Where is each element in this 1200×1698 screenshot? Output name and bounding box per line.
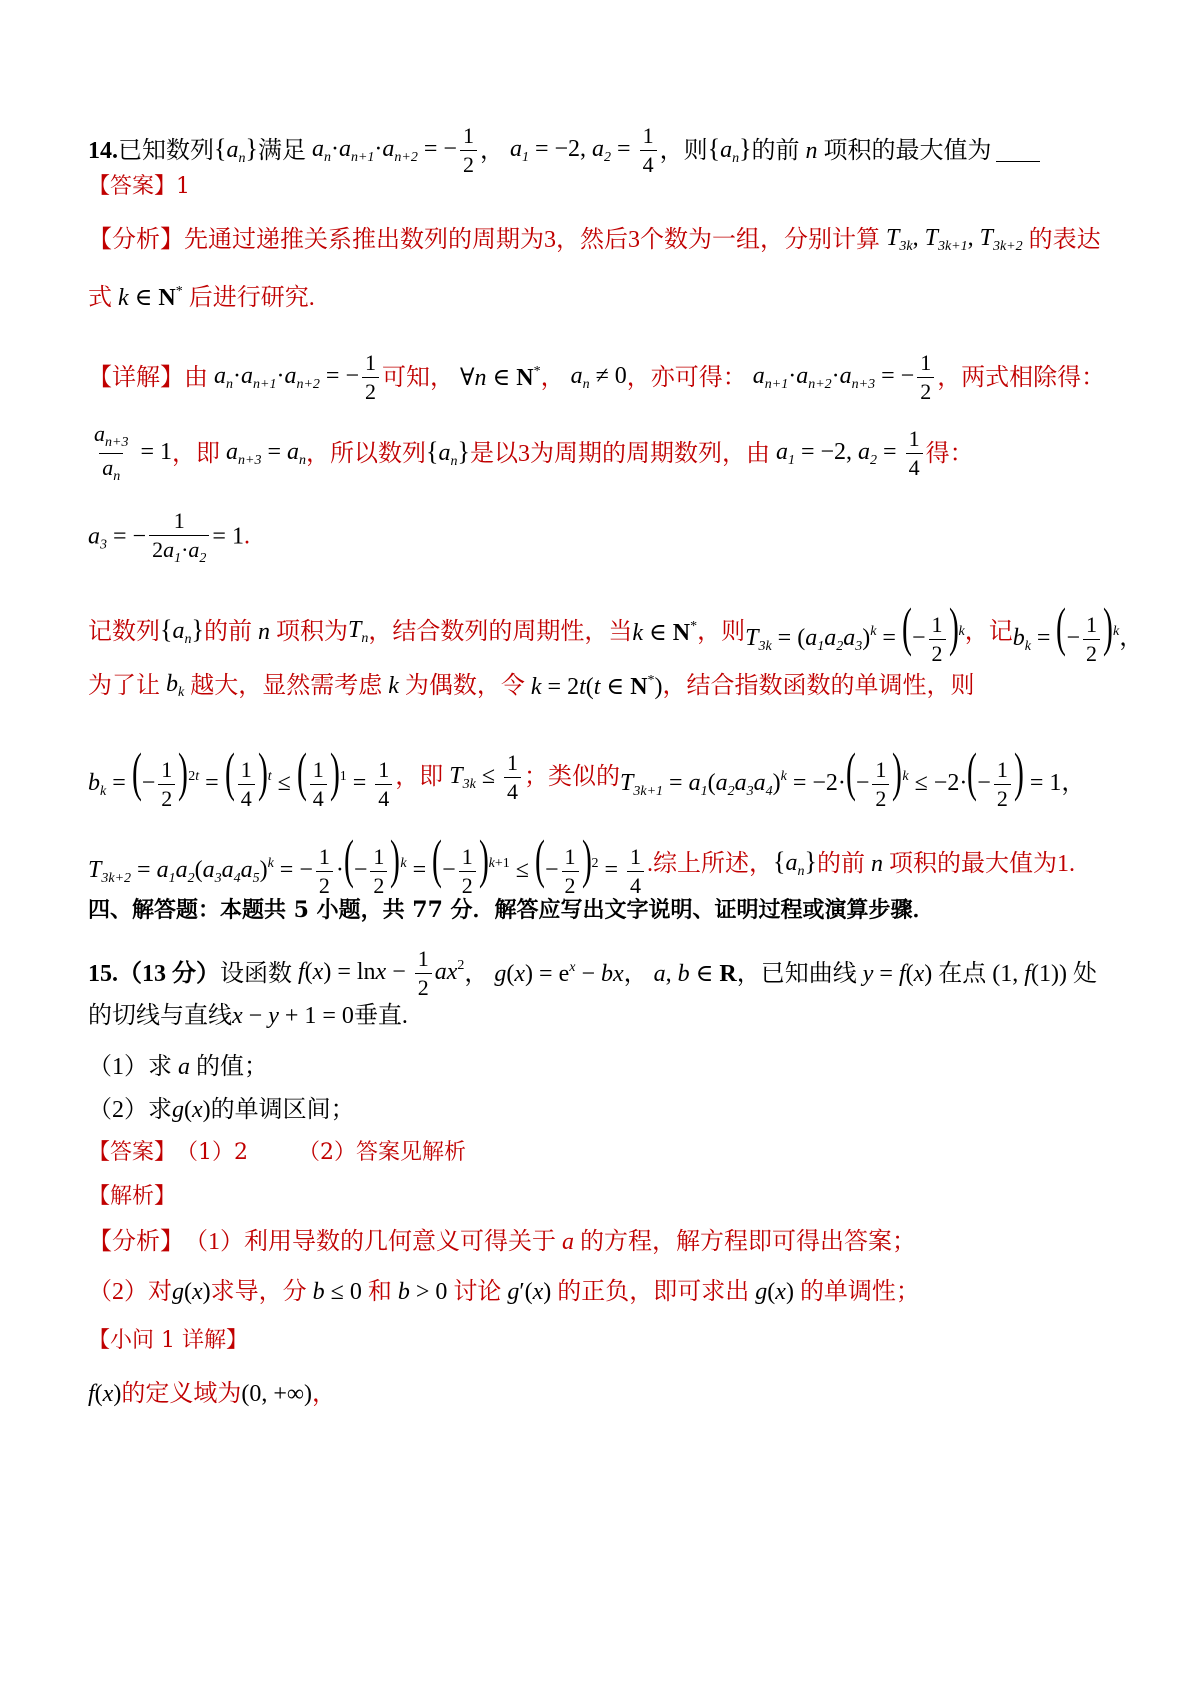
g-prime: g′(x) [507,1279,558,1305]
gx-3: g(x) [755,1279,800,1305]
q15-statement-line1 [88,948,1160,999]
bk-def: $b_k$ = (− $\frac{1}{2}$ )$^k$， [1012,597,1144,666]
step-text: 为偶数，令 [404,673,525,699]
q15-text: 垂直. [353,1003,408,1029]
q15-text: 处 [1072,960,1097,987]
b-le-0: b ≤ 0 [312,1279,368,1305]
for-all-n: ∀n ∈ N* [453,364,541,391]
q14-step-line1 [88,597,1160,666]
q14-answer [88,176,1160,198]
q14-detail-line2 [88,423,1160,484]
var-a: a [178,1054,190,1080]
section-title: 四、解答题：本题共 5 小题，共 77 分．解答应写出文字说明、证明过程或演算步骤． [88,897,935,923]
q15-domain [88,1382,1160,1406]
step-text: 为了让 [88,673,160,699]
a3-eq: $a_3$ = − $\frac{1}{2a_1\cdot a_2}$ = 1. [88,508,250,566]
bk: $b_k$ [166,671,185,700]
answer-part2: （2）答案见解析 [298,1140,467,1165]
analysis-text: 的正负，即可求出 [557,1279,750,1305]
analysis-text4: 后进行研究. [188,284,315,311]
point: (1, f(1)) [986,960,1073,987]
q14-a3-line [88,510,1160,566]
step-text: 项积为 [275,619,348,646]
step-text: ，结合指数函数的单调性，则 [662,673,975,699]
answer-part1: （1）2 [176,1140,249,1165]
answer-label: 【答案】 [88,1140,177,1165]
answer-label: 【答案】 [88,174,177,199]
analysis-text: 的方程，解方程即可得出答案； [580,1229,916,1255]
q14-detail-line1 [88,352,1160,403]
detail-text: 可知， [381,364,454,391]
ratio-eq: $\frac{a_{n+3}}{a_n}$ = 1 [94,421,172,484]
step-text: 的前 [203,619,252,646]
step-text: ，记 [964,619,1013,646]
T3k1-bound: $T_{3k+1} = a_1(a_2a_3a_4)^k = -2\cdot(-$ $\frac{1}{2}$ )$^k$ ≤ −2·(− $\frac{1}{2}$ ) = 1， [620,742,1086,811]
detail-text: ，所以数列 [306,440,426,467]
answer-value: 1 [176,174,191,199]
f-def: f(x) = lnx − $\frac{1}{2}$ $ax^2$ [298,946,465,1000]
an-nonzero: $a_n \ne 0$ [570,362,627,392]
analysis-text2: 的表达 [1028,227,1101,253]
T3k-eq: $T_{3k} = (a_1a_2a_3)^k$ = (− $\frac{1}{2}$ )$^k$ [745,597,965,666]
comma: ， [479,137,504,164]
answer-blank [996,139,1040,162]
var-n-2: n [257,619,270,646]
analysis-text: 和 [367,1279,392,1305]
q15-solution [88,1186,1160,1208]
step-text: ，结合数列的周期性，当 [368,619,633,646]
var-n-3: n [871,851,883,878]
gx: g(x) [172,1097,211,1123]
seq-an-3: $\{a_n\}$ [426,436,470,469]
q14-number: 14. [88,137,118,164]
q14-analysis-line1 [88,226,1160,254]
part-text: 的单调区间； [210,1097,355,1123]
period-eq: $a_{n+3} = a_n$ [226,438,306,468]
q15-text: ，已知曲线 [736,960,857,987]
comma: ， [464,960,489,987]
step-text: 越大，显然需考虑 [190,673,383,699]
step-text: ，则 [697,619,746,646]
detail-text: ， [540,364,565,391]
t-terms: $T_{3k}$, $T_{3k+1}$, $T_{3k+2}$ [886,225,1023,254]
q14-step-line3 [88,742,1160,811]
q14-statement [88,125,1160,176]
step-text: .综上所述， [647,851,774,878]
part-text: （2）求 [88,1097,172,1123]
detail-text: 由 [184,364,208,391]
k-eq-2t: k = 2t(t ∈ N*) [530,672,663,700]
step-text: 记数列 [88,619,160,646]
section-heading [88,899,1160,921]
comma: ， [623,960,648,987]
step-text: 的前 [817,851,865,878]
seq-an-2: $\{a_n\}$ [707,133,752,166]
analysis-text: 先通过递推关系推出数列的周期为3，然后3个数为一组，分别计算 [184,227,880,253]
domain-text: ， [311,1381,336,1407]
g-def: $g(x) = e^x$ − bx [494,960,624,987]
var-k: k [388,673,399,699]
detail-label: 【详解】 [88,364,184,391]
q15-answer [88,1142,1160,1164]
q14-step-line2 [88,672,1160,700]
analysis-text: 的单调性； [799,1279,920,1305]
part-text: 的值； [196,1054,268,1080]
q15-analysis-line1 [88,1230,1160,1254]
initial-values-2: $a_1 = -2$, $a_2$ = $\frac{1}{4}$ [770,428,926,479]
b-gt-0: b > 0 [397,1279,454,1305]
k-in-N: k ∈ N* [118,284,183,311]
k-in-N-2: k ∈ N* [632,618,698,646]
q14-cond: 满足 [257,137,306,164]
q14-intro: 已知数列 [118,137,214,164]
q15-number: 15. [88,960,118,987]
ab-in-R: a, b ∈ R [653,960,737,987]
q14-tail: 的前 [751,137,800,164]
var-n: n [805,137,818,164]
fx: f(x) [88,1381,122,1407]
q15-score: （13 分） [118,960,220,987]
q14-analysis-line2 [88,285,1160,310]
curve: y = f(x) [862,960,939,987]
q15-sub1-label [88,1330,1160,1352]
q14-tail2: 项积的最大值为 [823,137,992,164]
detail-text: ，亦可得： [626,364,747,391]
detail-text: ，即 [172,440,220,467]
sub-label: 【小问 1 详解】 [88,1328,248,1353]
var-a-2: a [562,1229,574,1255]
step-text: 项积的最大值为1. [889,851,1075,878]
analysis-text: （2）对 [88,1279,172,1305]
initial-values: $a_1 = -2$, $a_2$ = $\frac{1}{4}$ [504,125,660,176]
step-text: ；类似的 [524,764,621,791]
detail-text: 是以3为周期的周期数列，由 [469,440,770,467]
q15-analysis-line2 [88,1280,1160,1304]
analysis-text: 讨论 [453,1279,502,1305]
analysis-text3: 式 [88,284,112,311]
bk-bound: $b_k$ = (− $\frac{1}{2}$ )$^{2t}$ = ( $\frac{1}{4}$ )$^t$ ≤ ( $\frac{1}{4}$ )$^1$ = $\frac{1}{4}$ [88,745,395,810]
seq-an-5: $\{a_n\}$ [773,847,817,880]
T3k-bound: $T_{3k}$ ≤ $\frac{1}{4}$ [443,752,524,803]
recurrence-2: $a_n\cdot a_{n+1}\cdot a_{n+2}$ = − $\frac{1}{2}$ [208,352,382,403]
solution-label: 【解析】 [88,1184,177,1209]
q15-text: 在点 [938,960,987,987]
q14-step-line4 [88,829,1160,898]
seq-an-4: $\{a_n\}$ [160,615,204,648]
q15-intro: 设函数 [220,960,292,987]
Tn: $T_n$ [347,617,369,647]
analysis-text: 求导，分 [210,1279,307,1305]
gx-2: g(x) [172,1279,211,1305]
q15-part1 [88,1055,1160,1079]
q15-statement-line2 [88,1004,1160,1028]
analysis-label: 【分析】 [88,227,184,253]
detail-text: 得： [925,440,974,467]
analysis-label: 【分析】 [88,1229,184,1255]
q15-text: 的切线与直线 [88,1003,232,1029]
part-text: （1）求 [88,1054,172,1080]
domain-interval: (0, +∞) [241,1381,312,1407]
domain-text: 的定义域为 [121,1381,242,1407]
q15-part2 [88,1098,1160,1122]
T3k2-bound: $T_{3k+2} = a_1a_2(a_3a_4a_5)^k$ = − $\frac{1}{2}$ ·(− $\frac{1}{2}$ )$^k$ = (− $\frac{1}{2}$ )$^{k+1}$ ≤ (− $\frac{1}{2}$ )$^2$ = $\frac{1}{4}$ [88,832,647,897]
step-text: ，即 [395,764,444,791]
line-eq: x − y + 1 = 0 [232,1003,354,1029]
recurrence: $a_n\cdot a_{n+1}\cdot a_{n+2}$ = − $\frac{1}{2}$ [306,125,480,176]
analysis-text: （1）利用导数的几何意义可得关于 [184,1229,556,1255]
recurrence-3: $a_{n+1}\cdot a_{n+2}\cdot a_{n+3}$ = − $\frac{1}{2}$ [747,352,937,403]
detail-text: ，两式相除得： [937,364,1106,391]
then-text: ，则 [659,137,708,164]
seq-an: $\{a_n\}$ [214,133,258,166]
